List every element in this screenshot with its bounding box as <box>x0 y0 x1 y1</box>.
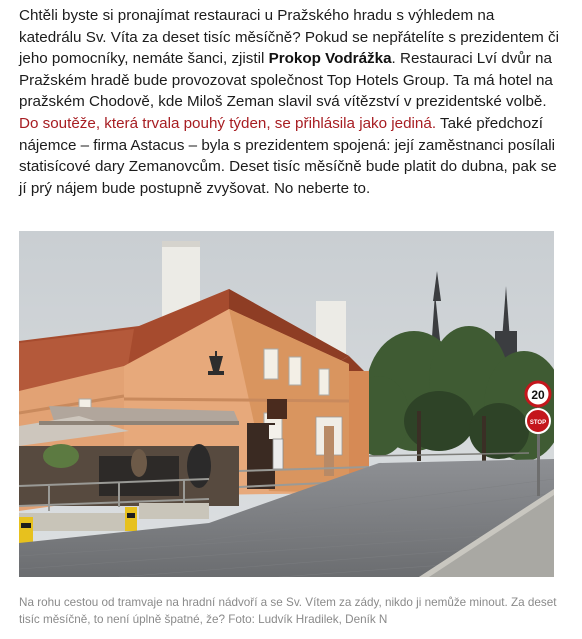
speed-limit-sign: 20 <box>531 388 545 402</box>
photo-caption: Na rohu cestou od tramvaje na hradní nádvoří a se Sv. Vítem za zády, nikdo ji nemůže minout. Za deset tisíc měsíčně, to není úplně špatné, že? Foto: Ludvík Hradilek, Deník N <box>19 596 557 626</box>
paragraph-text-part-2: . Restauraci Lví dvůr na Pražském hradě bude provozovat společnost Top Hotels Group. Ta má hotel na pražském Chodově, kde Miloš Zeman slavil svá vítězství v prezidentské volbě. <box>19 50 553 111</box>
article-paragraph <box>19 0 559 199</box>
paragraph-text-part-1: Chtěli byste si pronajímat restauraci u Pražského hradu s výhledem na katedrálu Sv. Víta za deset tisíc měsíčně? Pokud se nepřátelíte s prezidentem či jeho pomocníky, nemáte šanci, zjistil <box>19 7 559 68</box>
paragraph-text-part-3: Také předchozí nájemce – firma Astacus – byla s prezidentem spojená: její zaměstnanci posílali statisícové dary Zemanovcům. Deset tisíc měsíčně bude platit do dubna, pak se jí prý nájem bude postupně zvyšovat. No neberte to. <box>19 114 557 197</box>
stop-sign: STOP <box>529 420 547 426</box>
author-name: Prokop Vodrážka <box>268 50 392 68</box>
inline-article-link[interactable]: Do soutěže, která trvala pouhý týden, se přihlásila jako jediná. <box>19 114 437 132</box>
article-photo <box>19 231 554 577</box>
article-body <box>19 0 559 199</box>
